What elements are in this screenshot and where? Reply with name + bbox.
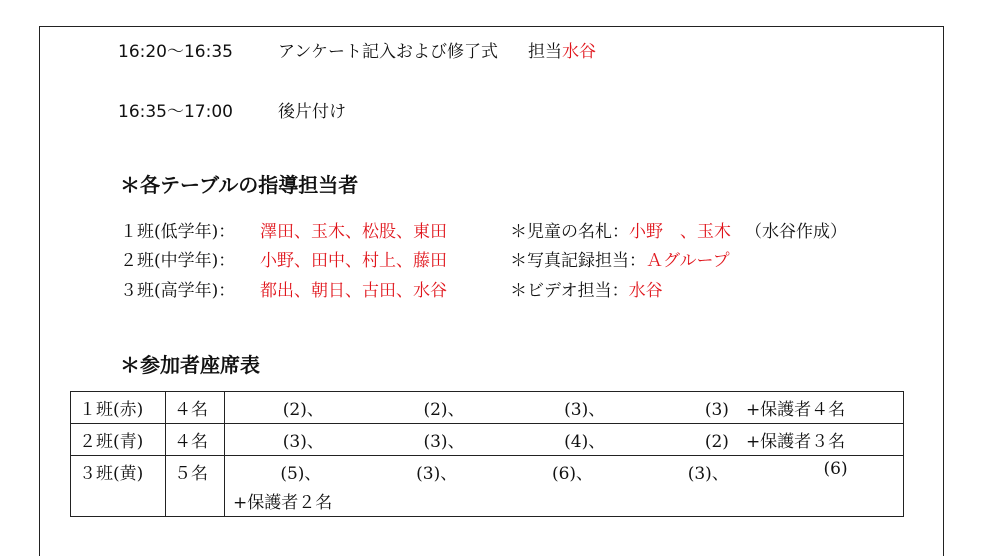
group-label: １班(低学年)： — [120, 222, 236, 242]
seat-extra: +保護者２名 — [233, 493, 333, 513]
seating-table — [70, 391, 904, 517]
seats-cell — [225, 424, 904, 456]
group-names: 都出、朝日、古田、水谷 — [260, 281, 447, 301]
seat-value: (3)、 — [564, 400, 606, 420]
group-label: ２班(中学年)： — [120, 251, 236, 271]
team-cell: １班(赤) — [71, 392, 166, 424]
task-value: Ａグループ — [646, 251, 730, 271]
schedule-time: 16:20〜16:35 — [118, 42, 233, 62]
schedule-person: 水谷 — [561, 42, 596, 62]
seat-value: (5)、 — [280, 464, 322, 484]
seat-value: (4)、 — [564, 432, 606, 452]
schedule-row-2 — [118, 97, 346, 122]
seat-value: (3) +保護者４名 — [704, 400, 846, 420]
group-row-1 — [120, 217, 847, 242]
schedule-text: 後片付け — [278, 102, 346, 122]
seat-value: (3)、 — [687, 464, 729, 484]
schedule-row-1 — [118, 37, 596, 62]
schedule-time: 16:35〜17:00 — [118, 102, 233, 122]
count-cell: ５名 — [166, 456, 225, 517]
count-cell: ４名 — [166, 424, 225, 456]
document-page — [39, 26, 944, 556]
seat-value: (3)、 — [282, 432, 324, 452]
seat-value: (3)、 — [416, 464, 458, 484]
team-cell: ２班(青) — [71, 424, 166, 456]
task-label: ＊ビデオ担当： — [510, 281, 629, 301]
group-names: 澤田、玉木、松股、東田 — [260, 222, 447, 242]
seats-cell — [225, 392, 904, 424]
task-note: （水谷作成） — [745, 222, 847, 242]
group-row-2 — [120, 246, 730, 271]
group-row-3 — [120, 276, 663, 301]
task-value: 水谷 — [628, 281, 663, 301]
schedule-text: アンケート記入および修了式 — [278, 42, 498, 62]
seat-value: (3)、 — [423, 432, 465, 452]
task-value: 小野 、玉木 — [629, 222, 731, 242]
seat-value: (2)、 — [282, 400, 324, 420]
seat-value: (2) +保護者３名 — [704, 432, 846, 452]
schedule-role: 担当 — [527, 42, 562, 62]
seats-cell — [225, 456, 904, 517]
group-label: ３班(高学年)： — [120, 281, 236, 301]
seat-value: (6)、 — [551, 464, 594, 484]
count-cell: ４名 — [166, 392, 225, 424]
seat-value: (6) — [823, 459, 848, 479]
group-names: 小野、田中、村上、藤田 — [260, 251, 447, 271]
table-row — [71, 456, 904, 517]
tables-heading: ＊各テーブルの指導担当者 — [120, 173, 359, 197]
seating-heading: ＊参加者座席表 — [120, 353, 260, 377]
task-label: ＊写真記録担当： — [510, 251, 646, 271]
seat-value: (2)、 — [423, 400, 465, 420]
table-row — [71, 392, 904, 424]
team-cell: ３班(黄) — [71, 456, 166, 517]
task-label: ＊児童の名札： — [510, 222, 629, 242]
table-row — [71, 424, 904, 456]
